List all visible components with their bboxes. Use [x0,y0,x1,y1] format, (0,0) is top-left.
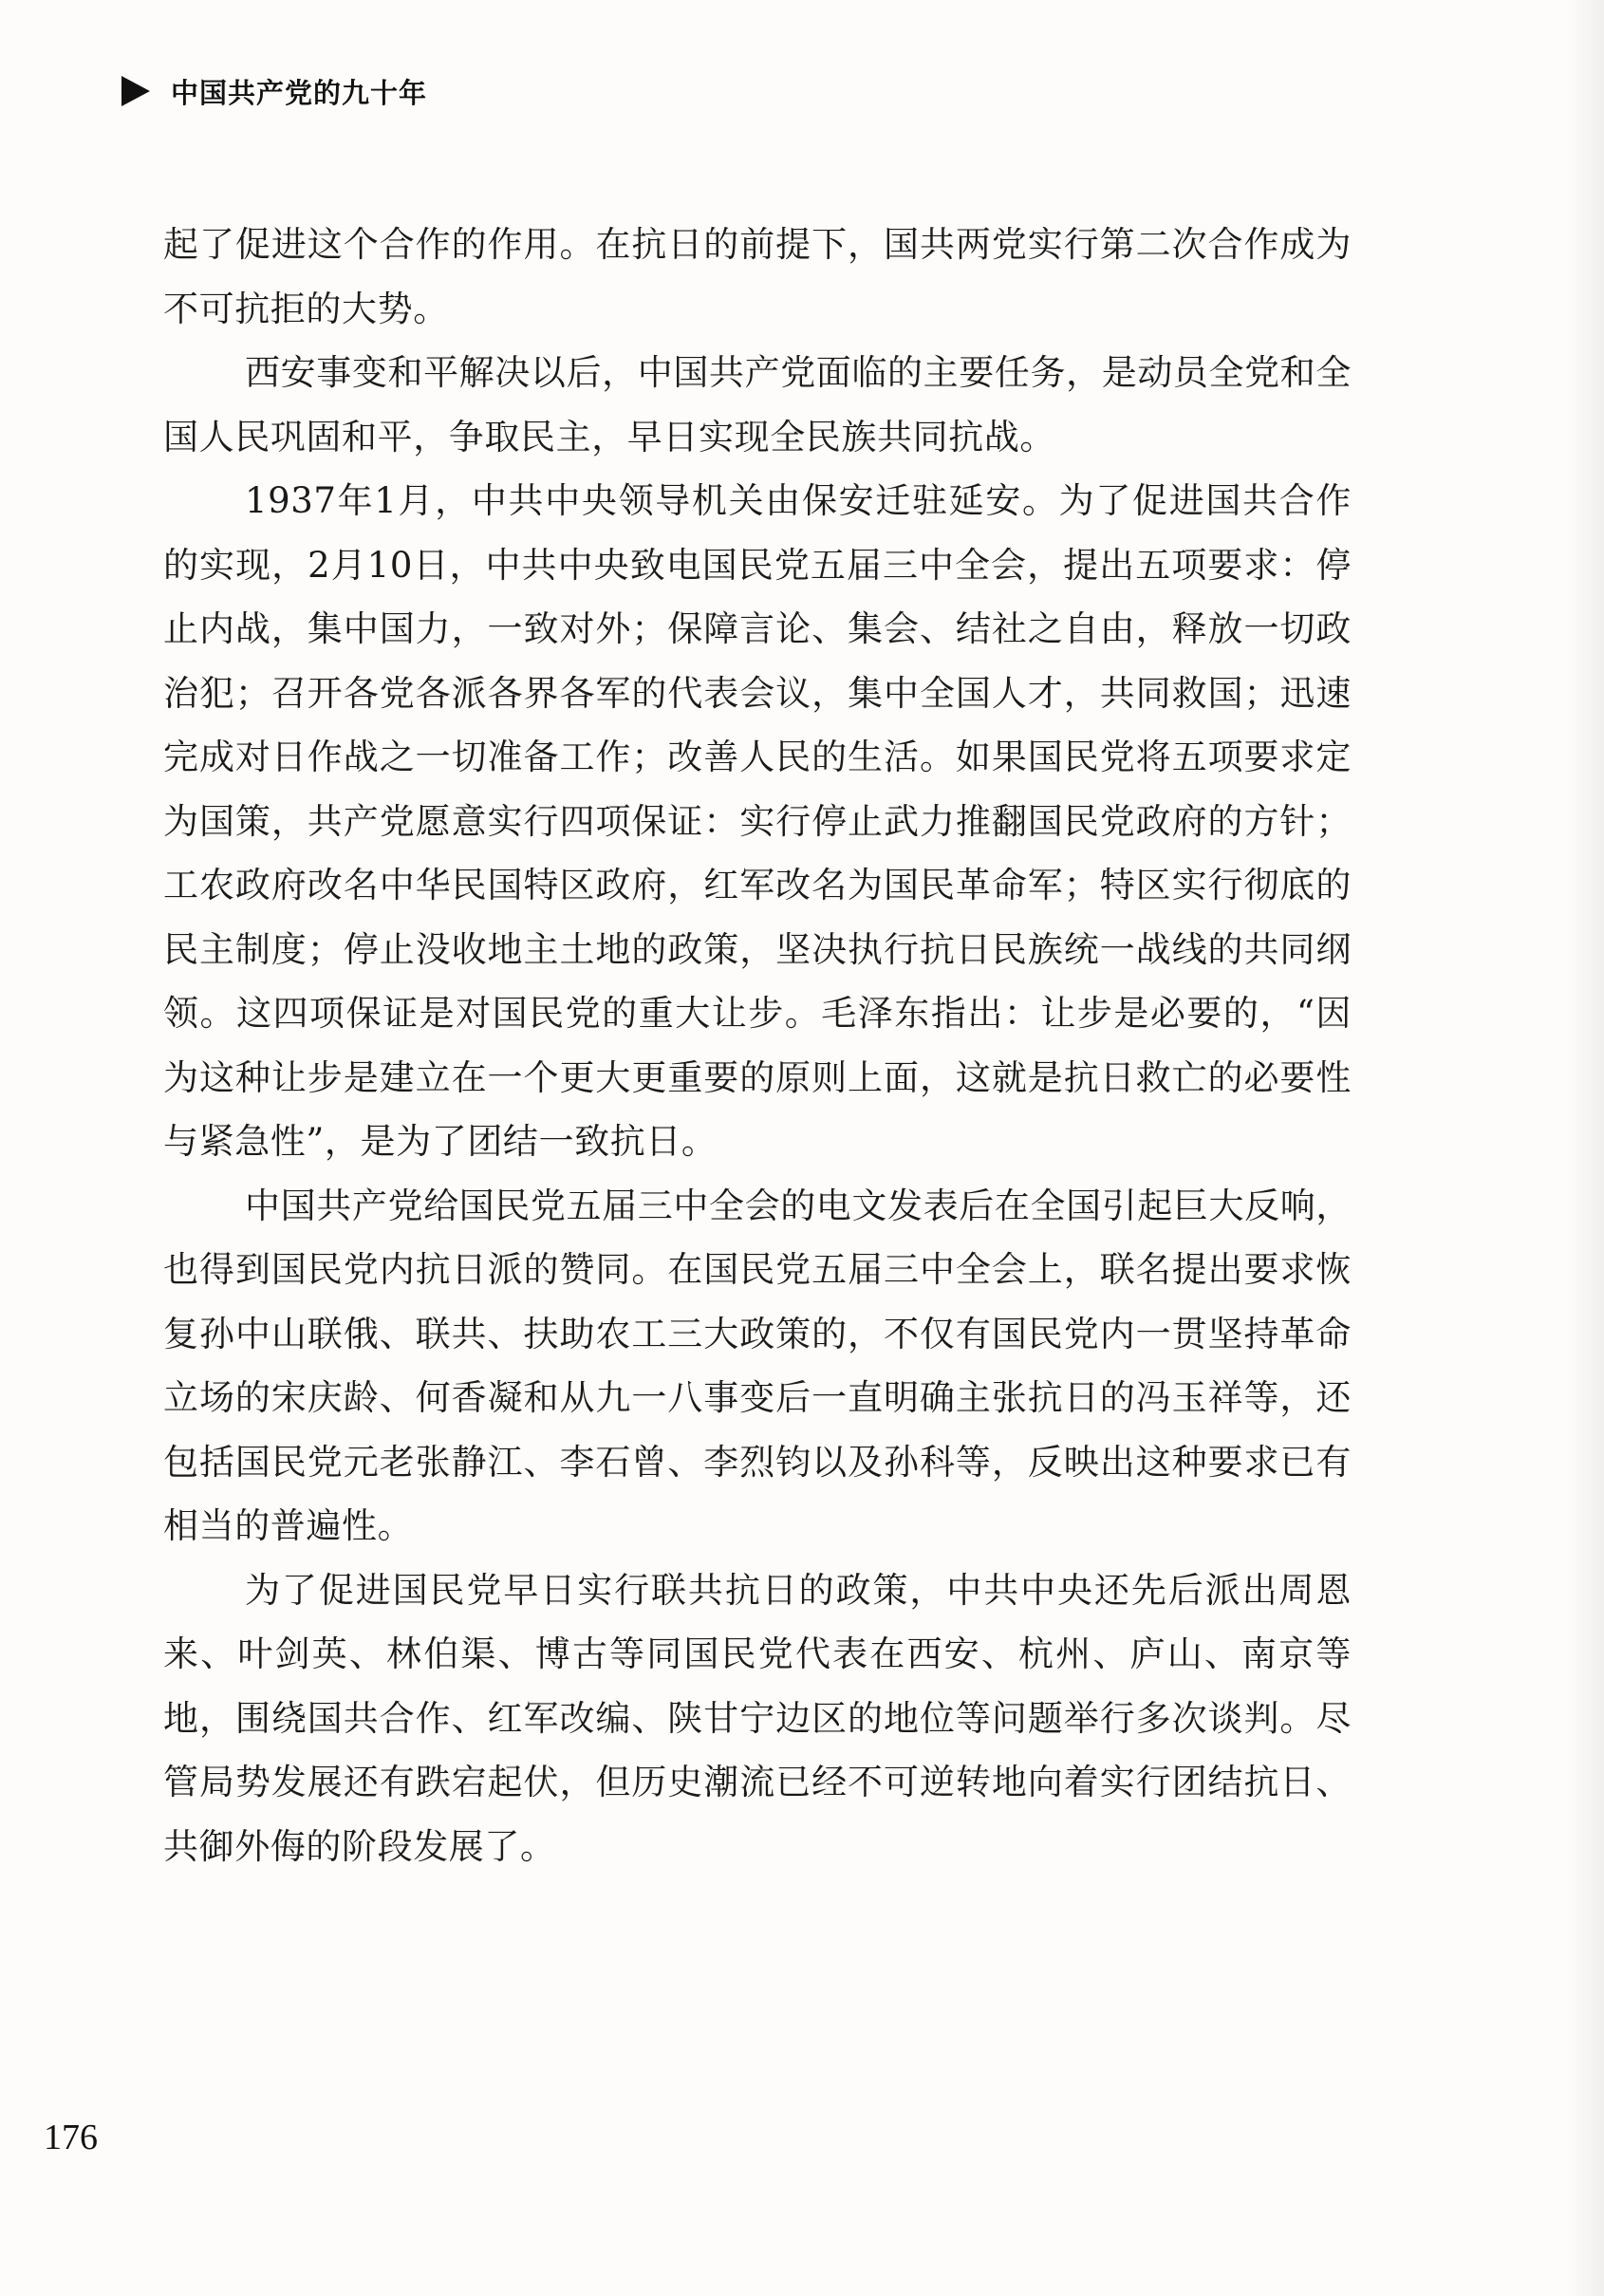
paragraph: 西安事变和平解决以后，中国共产党面临的主要任务，是动员全党和全国人民巩固和平，争取民主，早日实现全民族共同抗战。 [163,352,1352,457]
triangle-marker-icon [121,76,150,106]
body-text [163,213,1352,1878]
running-header [121,70,427,112]
paragraph: 1937年1月，中共中央领导机关由保安迁驻延安。为了促进国共合作的实现，2月10日，中共中央致电国民党五届三中全会，提出五项要求：停止内战，集中国力，一致对外；保障言论、集会、结社之自由，释放一切政治犯；召开各党各派各界各军的代表会议，集中全国人才，共同救国；迅速完成对日作战之一切准备工作；改善人民的生活。如果国民党将五项要求定为国策，共产党愿意实行四项保证：实行停止武力推翻国民党政府的方针；工农政府改名中华民国特区政府，红军改名为国民革命军；特区实行彻底的民主制度；停止没收地主土地的政策，坚决执行抗日民族统一战线的共同纲领。这四项保证是对国民党的重大让步。毛泽东指出：让步是必要的，“因为这种让步是建立在一个更大更重要的原则上面，这就是抗日救亡的必要性与紧急性”，是为了团结一致抗日。 [163,480,1352,1162]
paragraph-continued: 起了促进这个合作的作用。在抗日的前提下，国共两党实行第二次合作成为不可抗拒的大势。 [163,224,1352,329]
page-number: 176 [44,2118,98,2157]
page-edge-shadow [1566,0,1604,2296]
running-header-title: 中国共产党的九十年 [171,76,428,109]
paragraph: 为了促进国民党早日实行联共抗日的政策，中共中央还先后派出周恩来、叶剑英、林伯渠、博古等同国民党代表在西安、杭州、庐山、南京等地，围绕国共合作、红军改编、陕甘宁边区的地位等问题举行多次谈判。尽管局势发展还有跌宕起伏，但历史潮流已经不可逆转地向着实行团结抗日、共御外侮的阶段发展了。 [163,1569,1352,1867]
paragraph: 中国共产党给国民党五届三中全会的电文发表后在全国引起巨大反响，也得到国民党内抗日派的赞同。在国民党五届三中全会上，联名提出要求恢复孙中山联俄、联共、扶助农工三大政策的，不仅有国民党内一贯坚持革命立场的宋庆龄、何香凝和从九一八事变后一直明确主张抗日的冯玉祥等，还包括国民党元老张静江、李石曾、李烈钧以及孙科等，反映出这种要求已有相当的普遍性。 [163,1185,1352,1546]
